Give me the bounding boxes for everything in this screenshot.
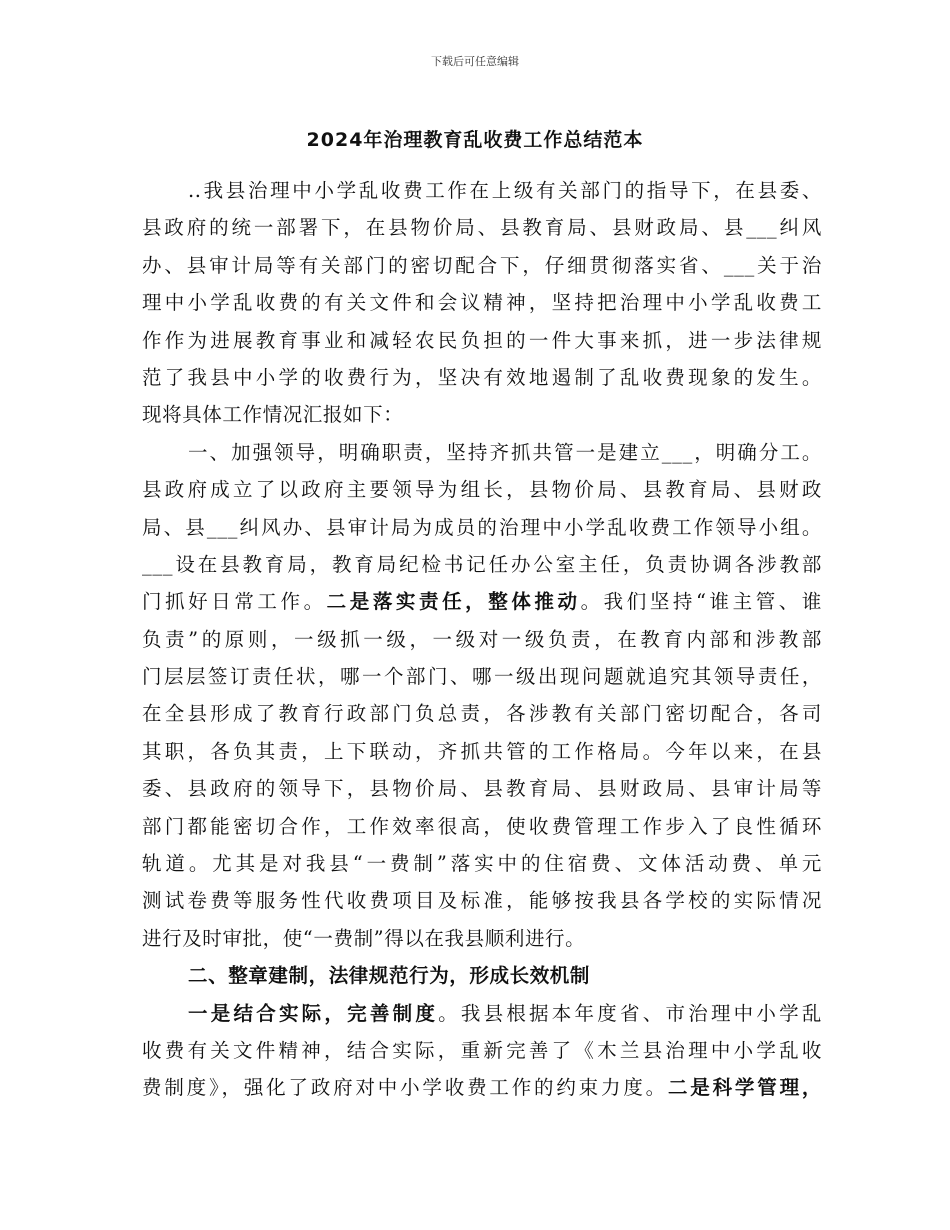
text-segment: 办、县审计局等有关部门的密切配合下，仔细贯彻落实省、___关于治 xyxy=(142,253,822,277)
text-line xyxy=(142,209,822,246)
text-line xyxy=(142,882,822,919)
text-segment: 部门都能密切合作，工作效率很高，使收费管理工作步入了良性循环 xyxy=(142,814,822,838)
text-line xyxy=(142,957,822,994)
text-segment: ___设在县教育局，教育局纪检书记任办公室主任，负责协调各涉教部 xyxy=(142,552,822,576)
text-segment: 在全县形成了教育行政部门负总责，各涉教有关部门密切配合，各司 xyxy=(142,702,822,726)
text-line xyxy=(142,1032,822,1069)
page-header: 下载后可任意编辑 xyxy=(431,55,519,68)
text-line xyxy=(142,733,822,770)
text-line xyxy=(142,695,822,732)
text-segment: 。我县根据本年度省、市治理中小学乱 xyxy=(438,1001,822,1025)
text-segment: 轨道。尤其是对我县“一费制”落实中的住宿费、文体活动费、单元 xyxy=(142,852,822,876)
text-line xyxy=(142,284,822,321)
text-line xyxy=(142,359,822,396)
text-line xyxy=(142,509,822,546)
bold-text-segment: 二是科学管理， xyxy=(667,1076,822,1100)
text-line xyxy=(142,322,822,359)
text-segment: 负责”的原则，一级抓一级，一级对一级负责，在教育内部和涉教部 xyxy=(142,627,822,651)
text-line xyxy=(142,434,822,471)
text-line xyxy=(142,471,822,508)
text-line xyxy=(142,658,822,695)
text-line xyxy=(142,808,822,845)
text-segment: 现将具体工作情况汇报如下： xyxy=(142,403,404,427)
text-segment: 范了我县中小学的收费行为，坚决有效地遏制了乱收费现象的发生。 xyxy=(142,365,822,389)
document-title: 2024年治理教育乱收费工作总结范本 xyxy=(306,129,644,151)
text-segment: 门抓好日常工作。 xyxy=(142,590,327,614)
text-line xyxy=(142,621,822,658)
text-segment: 县政府的统一部署下，在县物价局、县教育局、县财政局、县___纠风 xyxy=(142,216,822,240)
text-line xyxy=(142,1069,822,1106)
text-line xyxy=(142,172,822,209)
text-line xyxy=(142,247,822,284)
bold-text-segment: 二、整章建制，法律规范行为，形成长效机制 xyxy=(188,964,591,988)
text-segment: ..我县治理中小学乱收费工作在上级有关部门的指导下，在县委、 xyxy=(188,179,822,202)
text-line xyxy=(142,396,822,433)
document-body xyxy=(142,172,822,1107)
text-segment: 进行及时审批，使“一费制”得以在我县顺利进行。 xyxy=(142,926,586,950)
text-segment: 门层层签订责任状，哪一个部门、哪一级出现问题就追究其领导责任， xyxy=(142,665,822,689)
text-segment: 测试卷费等服务性代收费项目及标准，能够按我县各学校的实际情况 xyxy=(142,889,822,913)
text-segment: 一、加强领导，明确职责，坚持齐抓共管一是建立___，明确分工。 xyxy=(188,440,822,464)
text-line xyxy=(142,770,822,807)
text-line xyxy=(142,995,822,1032)
text-line xyxy=(142,546,822,583)
text-line xyxy=(142,920,822,957)
text-segment: 县政府成立了以政府主要领导为组长，县物价局、县教育局、县财政 xyxy=(142,478,822,502)
text-segment: 委、县政府的领导下，县物价局、县教育局、县财政局、县审计局等 xyxy=(142,777,822,801)
bold-text-segment: 一是结合实际，完善制度 xyxy=(188,1001,439,1025)
text-line xyxy=(142,845,822,882)
text-segment: 理中小学乱收费的有关文件和会议精神，坚持把治理中小学乱收费工 xyxy=(142,291,822,315)
text-segment: 局、县___纠风办、县审计局为成员的治理中小学乱收费工作领导小组。 xyxy=(142,515,822,539)
text-segment: 收费有关文件精神，结合实际，重新完善了《木兰县治理中小学乱收 xyxy=(142,1038,822,1062)
text-segment: 费制度》，强化了政府对中小学收费工作的约束力度。 xyxy=(142,1076,668,1100)
text-segment: 其职，各负其责，上下联动，齐抓共管的工作格局。今年以来，在县 xyxy=(142,739,822,763)
text-line xyxy=(142,583,822,620)
text-segment: 。我们坚持“谁主管、谁 xyxy=(580,590,822,614)
bold-text-segment: 二是落实责任，整体推动 xyxy=(326,590,581,614)
text-segment: 作作为进展教育事业和减轻农民负担的一件大事来抓，进一步法律规 xyxy=(142,328,822,352)
